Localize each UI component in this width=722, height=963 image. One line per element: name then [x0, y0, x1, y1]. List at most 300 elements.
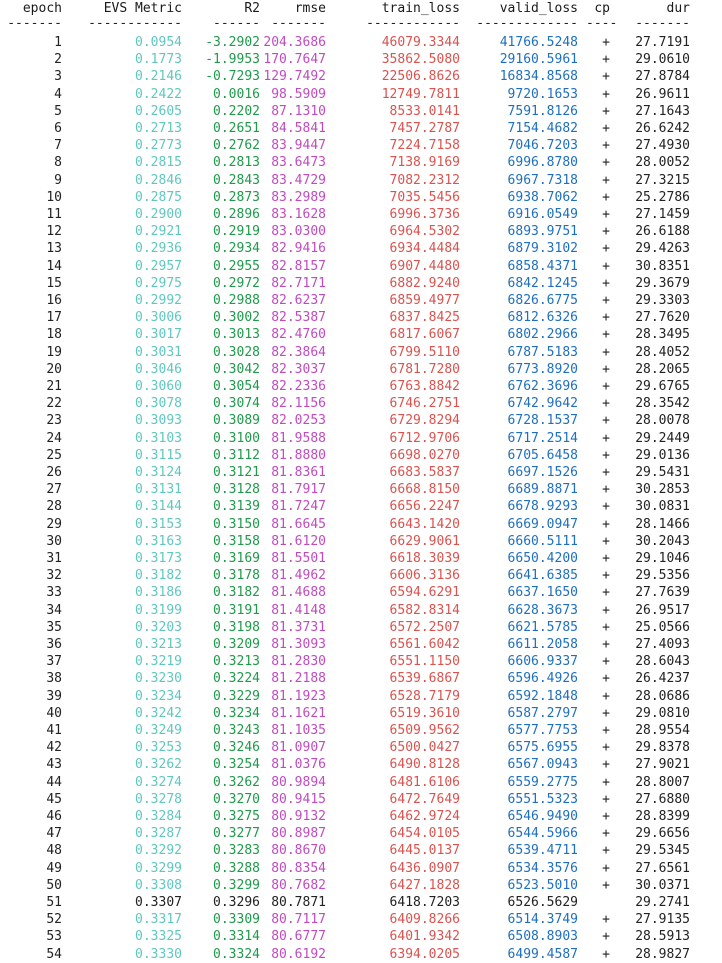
- cell-dur: 30.2853: [635, 482, 690, 498]
- cell-valid-loss: 6551.5323: [507, 791, 578, 807]
- cell-epoch: 52: [46, 912, 62, 928]
- cell-epoch: 45: [46, 791, 62, 807]
- cell-valid-loss: 6539.4711: [507, 843, 578, 859]
- cell-dur: 29.2449: [635, 430, 690, 446]
- cell-train-loss: 6490.8128: [389, 757, 460, 773]
- cell-r2: 0.3288: [213, 860, 260, 876]
- table-row: [0, 946, 722, 963]
- table-row: [0, 877, 722, 894]
- table-row: [0, 326, 722, 343]
- cell-train-loss: 6907.4480: [389, 258, 460, 274]
- table-row: [0, 344, 722, 361]
- cell-dur: 25.0566: [635, 619, 690, 635]
- cell-rmse: 83.4729: [271, 172, 326, 188]
- table-row: [0, 137, 722, 154]
- cell-rmse: 82.4760: [271, 327, 326, 343]
- cell-valid-loss: 6592.1848: [507, 688, 578, 704]
- cell-valid-loss: 6787.5183: [507, 344, 578, 360]
- cell-cp: +: [602, 138, 610, 154]
- cell-r2: 0.2873: [213, 189, 260, 205]
- cell-valid-loss: 9720.1653: [507, 86, 578, 102]
- cell-rmse: 80.8987: [271, 826, 326, 842]
- cell-r2: 0.3100: [213, 430, 260, 446]
- table-row: [0, 103, 722, 120]
- table-row: [0, 68, 722, 85]
- cell-evs-metric: 0.2992: [135, 293, 182, 308]
- cell-valid-loss: 6858.4371: [507, 258, 578, 274]
- cell-epoch: 19: [46, 344, 62, 360]
- cell-rmse: 80.9894: [271, 774, 326, 790]
- cell-cp: +: [602, 396, 610, 412]
- cell-train-loss: 6934.4484: [389, 241, 460, 257]
- cell-cp: +: [602, 533, 610, 549]
- cell-train-loss: 6445.0137: [389, 843, 460, 859]
- cell-valid-loss: 6650.4200: [507, 551, 578, 566]
- cell-train-loss: 6401.9342: [389, 929, 460, 945]
- cell-rmse: 84.5841: [271, 121, 326, 136]
- cell-valid-loss: 6967.7318: [507, 172, 578, 188]
- cell-train-loss: 6606.3136: [389, 568, 460, 584]
- cell-dur: 27.1643: [635, 103, 690, 119]
- cell-cp: +: [602, 637, 610, 652]
- separator-valid-loss: -------------: [476, 16, 578, 31]
- cell-rmse: 83.0300: [271, 224, 326, 240]
- cell-r2: 0.3296: [213, 895, 260, 910]
- cell-evs-metric: 0.3253: [135, 740, 182, 756]
- cell-cp: +: [602, 809, 610, 824]
- cell-train-loss: 6561.6042: [389, 637, 460, 652]
- cell-evs-metric: 0.1773: [135, 52, 182, 68]
- cell-train-loss: 6427.1828: [389, 877, 460, 893]
- cell-epoch: 26: [46, 465, 62, 480]
- cell-cp: +: [602, 791, 610, 807]
- cell-evs-metric: 0.2936: [135, 241, 182, 257]
- cell-rmse: 81.3731: [271, 619, 326, 635]
- cell-epoch: 44: [46, 774, 62, 790]
- cell-evs-metric: 0.2921: [135, 224, 182, 240]
- cell-r2: 0.2955: [213, 258, 260, 274]
- cell-epoch: 11: [46, 207, 62, 222]
- cell-r2: 0.3275: [213, 809, 260, 824]
- cell-epoch: 40: [46, 705, 62, 721]
- cell-valid-loss: 7154.4682: [507, 121, 578, 136]
- cell-epoch: 32: [46, 568, 62, 584]
- cell-evs-metric: 0.3153: [135, 516, 182, 532]
- cell-epoch: 29: [46, 516, 62, 532]
- cell-epoch: 35: [46, 619, 62, 635]
- cell-cp: +: [602, 499, 610, 515]
- table-row: [0, 240, 722, 257]
- table-row: [0, 154, 722, 171]
- cell-dur: 27.6880: [635, 791, 690, 807]
- cell-rmse: 81.4688: [271, 585, 326, 601]
- cell-r2: 0.3121: [213, 465, 260, 480]
- cell-dur: 27.4093: [635, 637, 690, 652]
- cell-valid-loss: 6842.1245: [507, 275, 578, 291]
- cell-train-loss: 6509.9562: [389, 723, 460, 738]
- cell-dur: 30.2043: [635, 533, 690, 549]
- cell-r2: 0.3054: [213, 379, 260, 394]
- cell-dur: 29.4263: [635, 241, 690, 257]
- cell-cp: +: [602, 551, 610, 566]
- cell-r2: 0.3314: [213, 929, 260, 945]
- cell-evs-metric: 0.3230: [135, 671, 182, 687]
- cell-valid-loss: 6637.1650: [507, 585, 578, 601]
- cell-valid-loss: 6641.6385: [507, 568, 578, 584]
- cell-cp: +: [602, 860, 610, 876]
- table-row: [0, 516, 722, 533]
- cell-cp: +: [602, 207, 610, 222]
- cell-dur: 28.1466: [635, 516, 690, 532]
- cell-dur: 28.4052: [635, 344, 690, 360]
- cell-rmse: 129.7492: [263, 69, 326, 85]
- cell-evs-metric: 0.3115: [135, 447, 182, 463]
- cell-valid-loss: 6879.3102: [507, 241, 578, 257]
- cell-cp: +: [602, 86, 610, 102]
- cell-epoch: 13: [46, 241, 62, 257]
- cell-evs-metric: 0.3173: [135, 551, 182, 566]
- cell-dur: 28.5913: [635, 929, 690, 945]
- cell-epoch: 54: [46, 946, 62, 962]
- cell-evs-metric: 0.2713: [135, 121, 182, 136]
- cell-rmse: 81.6645: [271, 516, 326, 532]
- cell-r2: 0.2651: [213, 121, 260, 136]
- cell-evs-metric: 0.3017: [135, 327, 182, 343]
- table-row: [0, 739, 722, 756]
- separator-evs: ------------: [88, 16, 182, 31]
- cell-epoch: 39: [46, 688, 62, 704]
- cell-cp: +: [602, 35, 610, 50]
- cell-rmse: 81.4962: [271, 568, 326, 584]
- cell-train-loss: 6436.0907: [389, 860, 460, 876]
- cell-evs-metric: 0.2773: [135, 138, 182, 154]
- cell-epoch: 9: [54, 172, 62, 188]
- cell-r2: 0.3178: [213, 568, 260, 584]
- cell-r2: 0.2934: [213, 241, 260, 257]
- cell-rmse: 81.5501: [271, 551, 326, 566]
- cell-dur: 26.4237: [635, 671, 690, 687]
- cell-dur: 27.3215: [635, 172, 690, 188]
- header-valid-loss: valid_loss: [499, 1, 578, 16]
- separator-cp: ----: [586, 16, 618, 31]
- cell-cp: +: [602, 482, 610, 498]
- separator-rmse: -------: [271, 16, 326, 31]
- cell-train-loss: 6500.0427: [389, 740, 460, 756]
- cell-r2: 0.3028: [213, 344, 260, 360]
- cell-valid-loss: 6728.1537: [507, 413, 578, 429]
- cell-valid-loss: 41766.5248: [499, 35, 578, 50]
- cell-cp: +: [602, 619, 610, 635]
- table-row: [0, 361, 722, 378]
- cell-cp: +: [602, 688, 610, 704]
- cell-valid-loss: 6697.1526: [507, 465, 578, 480]
- cell-cp: +: [602, 293, 610, 308]
- cell-rmse: 83.6473: [271, 155, 326, 171]
- cell-epoch: 16: [46, 293, 62, 308]
- table-row: [0, 292, 722, 309]
- cell-epoch: 21: [46, 379, 62, 394]
- cell-rmse: 80.9415: [271, 791, 326, 807]
- separator-train-loss: ------------: [366, 16, 460, 31]
- cell-valid-loss: 6762.3696: [507, 379, 578, 394]
- cell-r2: 0.3270: [213, 791, 260, 807]
- cell-epoch: 14: [46, 258, 62, 274]
- cell-dur: 29.2741: [635, 895, 690, 910]
- cell-dur: 28.8007: [635, 774, 690, 790]
- cell-epoch: 8: [54, 155, 62, 171]
- cell-epoch: 28: [46, 499, 62, 515]
- cell-cp: +: [602, 447, 610, 463]
- cell-train-loss: 6799.5110: [389, 344, 460, 360]
- cell-evs-metric: 0.3299: [135, 860, 182, 876]
- cell-valid-loss: 6596.4926: [507, 671, 578, 687]
- cell-evs-metric: 0.3308: [135, 877, 182, 893]
- cell-r2: 0.2202: [213, 103, 260, 119]
- cell-epoch: 53: [46, 929, 62, 945]
- cell-evs-metric: 0.3006: [135, 310, 182, 326]
- cell-valid-loss: 6514.3749: [507, 912, 578, 928]
- cell-cp: +: [602, 723, 610, 738]
- header-cp: cp: [594, 1, 610, 16]
- cell-train-loss: 6519.3610: [389, 705, 460, 721]
- cell-cp: +: [602, 379, 610, 394]
- cell-r2: 0.3324: [213, 946, 260, 962]
- cell-dur: 29.6656: [635, 826, 690, 842]
- cell-valid-loss: 6567.0943: [507, 757, 578, 773]
- cell-evs-metric: 0.3103: [135, 430, 182, 446]
- cell-train-loss: 6698.0270: [389, 447, 460, 463]
- cell-valid-loss: 6893.9751: [507, 224, 578, 240]
- cell-r2: 0.3013: [213, 327, 260, 343]
- cell-rmse: 81.7247: [271, 499, 326, 515]
- cell-evs-metric: 0.3330: [135, 946, 182, 962]
- cell-r2: -3.2902: [205, 35, 260, 50]
- cell-train-loss: 7457.2787: [389, 121, 460, 136]
- table-row: [0, 189, 722, 206]
- cell-dur: 29.0810: [635, 705, 690, 721]
- cell-evs-metric: 0.3213: [135, 637, 182, 652]
- cell-valid-loss: 6717.2514: [507, 430, 578, 446]
- table-row: [0, 51, 722, 68]
- cell-rmse: 82.6237: [271, 293, 326, 308]
- table-row: [0, 774, 722, 791]
- cell-dur: 27.8784: [635, 69, 690, 85]
- cell-r2: 0.3089: [213, 413, 260, 429]
- cell-epoch: 46: [46, 809, 62, 824]
- cell-r2: 0.3074: [213, 396, 260, 412]
- cell-train-loss: 6418.7203: [389, 895, 460, 910]
- cell-valid-loss: 6575.6955: [507, 740, 578, 756]
- cell-cp: +: [602, 121, 610, 136]
- cell-cp: +: [602, 568, 610, 584]
- cell-cp: +: [602, 516, 610, 532]
- cell-train-loss: 6618.3039: [389, 551, 460, 566]
- cell-evs-metric: 0.2975: [135, 275, 182, 291]
- cell-rmse: 81.1923: [271, 688, 326, 704]
- cell-dur: 29.5345: [635, 843, 690, 859]
- table-row: [0, 378, 722, 395]
- cell-epoch: 22: [46, 396, 62, 412]
- cell-evs-metric: 0.3249: [135, 723, 182, 738]
- header-rmse: rmse: [294, 1, 326, 16]
- cell-rmse: 81.1621: [271, 705, 326, 721]
- cell-epoch: 17: [46, 310, 62, 326]
- cell-train-loss: 6582.8314: [389, 602, 460, 618]
- cell-r2: 0.3139: [213, 499, 260, 515]
- cell-epoch: 2: [54, 52, 62, 68]
- table-row: [0, 825, 722, 842]
- cell-epoch: 47: [46, 826, 62, 842]
- cell-epoch: 4: [54, 86, 62, 102]
- cell-evs-metric: 0.3234: [135, 688, 182, 704]
- cell-valid-loss: 7591.8126: [507, 103, 578, 119]
- cell-evs-metric: 0.2846: [135, 172, 182, 188]
- cell-rmse: 82.3864: [271, 344, 326, 360]
- cell-train-loss: 6964.5302: [389, 224, 460, 240]
- table-row: [0, 550, 722, 567]
- table-row: [0, 464, 722, 481]
- cell-evs-metric: 0.3046: [135, 361, 182, 377]
- cell-dur: 27.1459: [635, 207, 690, 222]
- cell-valid-loss: 6577.7753: [507, 723, 578, 738]
- cell-r2: 0.3198: [213, 619, 260, 635]
- cell-train-loss: 6781.7280: [389, 361, 460, 377]
- cell-cp: +: [602, 430, 610, 446]
- table-row: [0, 928, 722, 945]
- cell-r2: 0.3213: [213, 654, 260, 670]
- cell-dur: 26.6242: [635, 121, 690, 136]
- cell-r2: 0.3150: [213, 516, 260, 532]
- cell-r2: 0.3234: [213, 705, 260, 721]
- table-row: [0, 756, 722, 773]
- cell-cp: +: [602, 740, 610, 756]
- cell-train-loss: 6462.9724: [389, 809, 460, 824]
- cell-dur: 29.3679: [635, 275, 690, 291]
- header-evs-metric: EVS Metric: [103, 1, 182, 16]
- cell-train-loss: 46079.3344: [381, 35, 460, 50]
- cell-epoch: 51: [46, 895, 62, 910]
- cell-evs-metric: 0.2815: [135, 155, 182, 171]
- cell-epoch: 10: [46, 189, 62, 205]
- cell-evs-metric: 0.3307: [135, 895, 182, 910]
- cell-rmse: 81.3093: [271, 637, 326, 652]
- cell-cp: +: [602, 946, 610, 962]
- cell-train-loss: 6859.4977: [389, 293, 460, 308]
- cell-r2: 0.3182: [213, 585, 260, 601]
- cell-rmse: 81.0907: [271, 740, 326, 756]
- cell-cp: +: [602, 258, 610, 274]
- cell-evs-metric: 0.3031: [135, 344, 182, 360]
- cell-dur: 26.6188: [635, 224, 690, 240]
- cell-cp: +: [602, 224, 610, 240]
- cell-cp: +: [602, 826, 610, 842]
- table-row: [0, 206, 722, 223]
- cell-dur: 29.6765: [635, 379, 690, 394]
- cell-valid-loss: 6938.7062: [507, 189, 578, 205]
- cell-evs-metric: 0.3242: [135, 705, 182, 721]
- cell-r2: 0.3224: [213, 671, 260, 687]
- cell-rmse: 80.8354: [271, 860, 326, 876]
- cell-epoch: 30: [46, 533, 62, 549]
- cell-train-loss: 6683.5837: [389, 465, 460, 480]
- cell-train-loss: 6528.7179: [389, 688, 460, 704]
- separator-epoch: -------: [7, 16, 62, 31]
- cell-r2: 0.3209: [213, 637, 260, 652]
- cell-evs-metric: 0.3284: [135, 809, 182, 824]
- cell-train-loss: 7224.7158: [389, 138, 460, 154]
- cell-rmse: 82.9416: [271, 241, 326, 257]
- cell-epoch: 41: [46, 723, 62, 738]
- cell-epoch: 5: [54, 103, 62, 119]
- cell-epoch: 49: [46, 860, 62, 876]
- cell-dur: 28.8399: [635, 809, 690, 824]
- cell-dur: 28.3495: [635, 327, 690, 343]
- cell-evs-metric: 0.2875: [135, 189, 182, 205]
- cell-dur: 30.0371: [635, 877, 690, 893]
- cell-train-loss: 6656.2247: [389, 499, 460, 515]
- cell-rmse: 80.6192: [271, 946, 326, 962]
- cell-valid-loss: 6916.0549: [507, 207, 578, 222]
- cell-dur: 28.6043: [635, 654, 690, 670]
- cell-train-loss: 6629.9061: [389, 533, 460, 549]
- table-row: [0, 860, 722, 877]
- cell-rmse: 82.0253: [271, 413, 326, 429]
- cell-valid-loss: 6499.4587: [507, 946, 578, 962]
- cell-r2: 0.3299: [213, 877, 260, 893]
- cell-train-loss: 6394.0205: [389, 946, 460, 962]
- cell-dur: 27.7639: [635, 585, 690, 601]
- cell-evs-metric: 0.3219: [135, 654, 182, 670]
- cell-cp: +: [602, 69, 610, 85]
- cell-cp: +: [602, 103, 610, 119]
- cell-rmse: 81.8880: [271, 447, 326, 463]
- cell-train-loss: 7138.9169: [389, 155, 460, 171]
- cell-dur: 28.9827: [635, 946, 690, 962]
- table-row: [0, 34, 722, 51]
- cell-valid-loss: 6587.2797: [507, 705, 578, 721]
- table-separator-row: [0, 15, 722, 32]
- cell-evs-metric: 0.3144: [135, 499, 182, 515]
- cell-r2: 0.3169: [213, 551, 260, 566]
- cell-rmse: 81.2830: [271, 654, 326, 670]
- cell-epoch: 23: [46, 413, 62, 429]
- cell-r2: 0.2813: [213, 155, 260, 171]
- table-row: [0, 481, 722, 498]
- cell-r2: 0.3229: [213, 688, 260, 704]
- cell-cp: +: [602, 310, 610, 326]
- cell-cp: +: [602, 654, 610, 670]
- table-row: [0, 653, 722, 670]
- cell-epoch: 15: [46, 275, 62, 291]
- table-row: [0, 395, 722, 412]
- cell-evs-metric: 0.3093: [135, 413, 182, 429]
- cell-r2: -0.7293: [205, 69, 260, 85]
- cell-evs-metric: 0.3124: [135, 465, 182, 480]
- cell-epoch: 31: [46, 551, 62, 566]
- cell-valid-loss: 6508.8903: [507, 929, 578, 945]
- cell-evs-metric: 0.3292: [135, 843, 182, 859]
- table-row: [0, 584, 722, 601]
- cell-dur: 28.3542: [635, 396, 690, 412]
- cell-dur: 29.3303: [635, 293, 690, 308]
- cell-valid-loss: 6669.0947: [507, 516, 578, 532]
- cell-valid-loss: 6705.6458: [507, 447, 578, 463]
- cell-r2: 0.2919: [213, 224, 260, 240]
- cell-epoch: 1: [54, 35, 62, 50]
- cell-train-loss: 35862.5080: [381, 52, 460, 68]
- cell-rmse: 81.1035: [271, 723, 326, 738]
- cell-rmse: 81.0376: [271, 757, 326, 773]
